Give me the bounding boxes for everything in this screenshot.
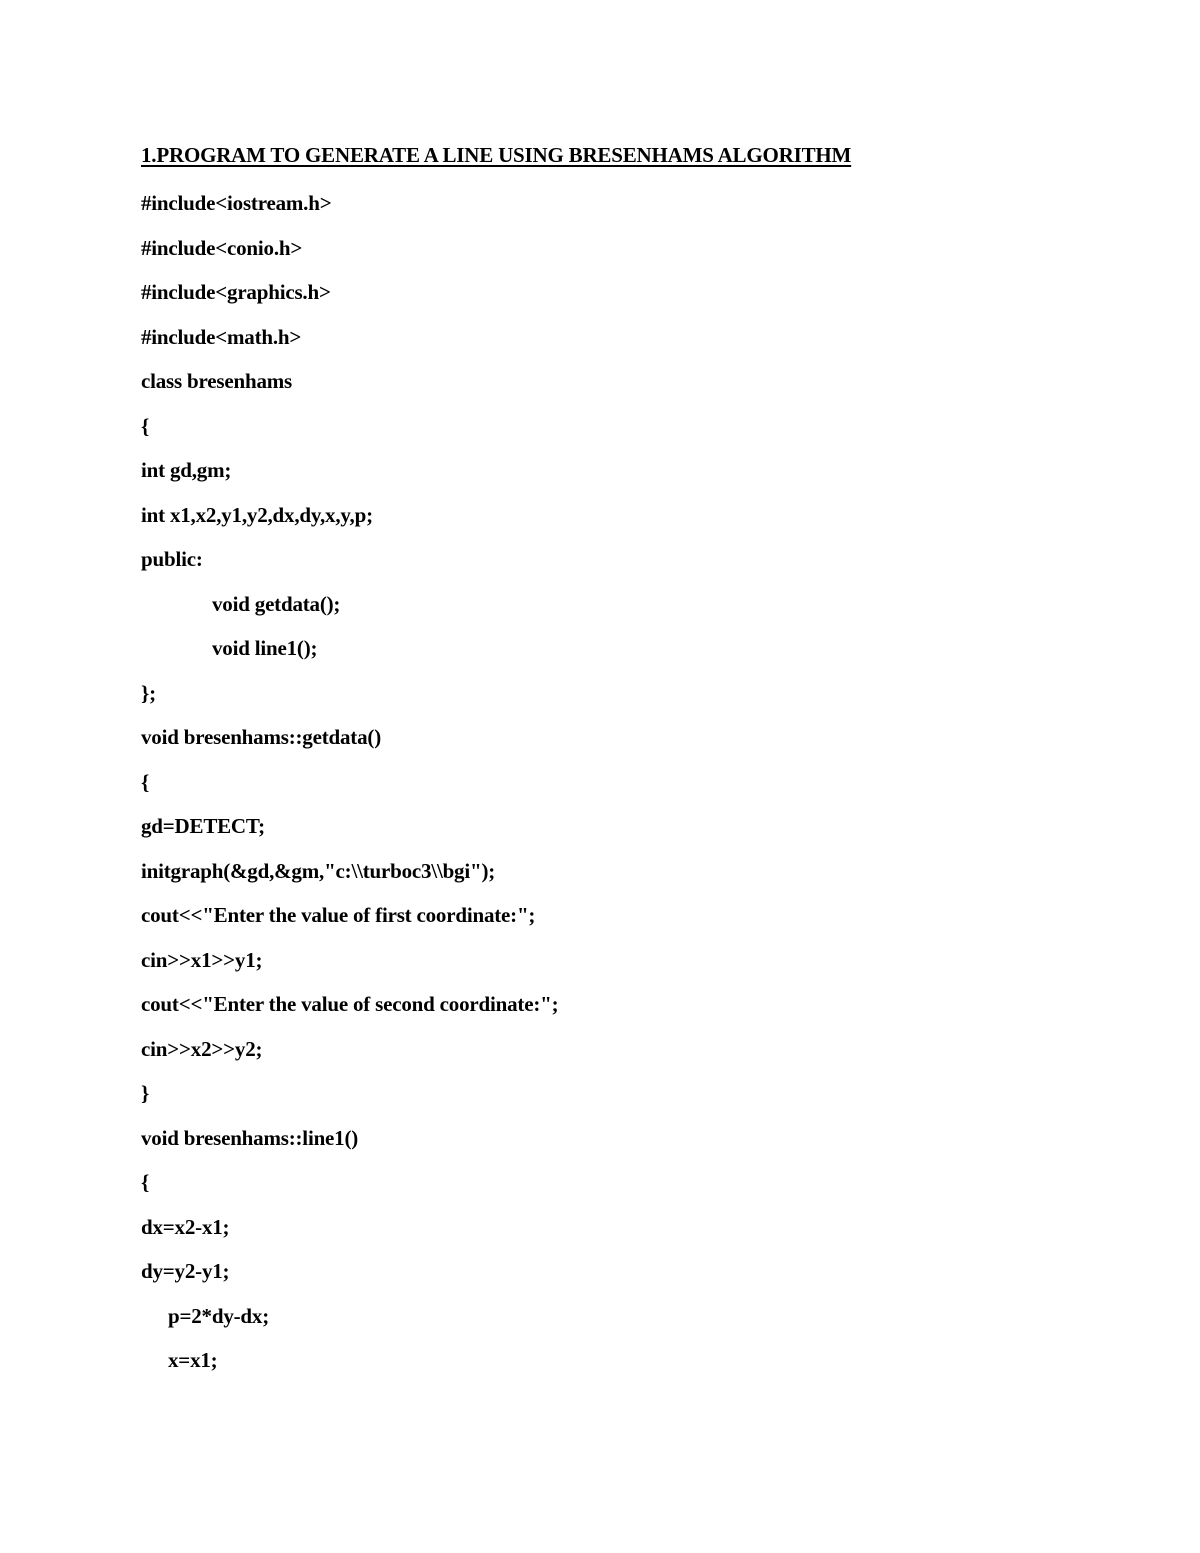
code-line: { xyxy=(141,1170,150,1194)
code-line: p=2*dy-dx; xyxy=(168,1303,269,1328)
code-line: void line1(); xyxy=(212,636,318,660)
code-line: gd=DETECT; xyxy=(141,814,265,838)
code-line: class bresenhams xyxy=(141,369,293,393)
code-line: { xyxy=(141,413,150,438)
code-line: dx=x2-x1; xyxy=(141,1214,230,1239)
code-line: int gd,gm; xyxy=(141,458,232,482)
code-line: #include<iostream.h> xyxy=(141,191,332,215)
code-line: int x1,x2,y1,y2,dx,dy,x,y,p; xyxy=(141,502,373,527)
code-line: x=x1; xyxy=(168,1348,218,1372)
code-line: cin>>x2>>y2; xyxy=(141,1036,263,1061)
code-line: #include<graphics.h> xyxy=(141,280,331,304)
code-line: void bresenhams::getdata() xyxy=(141,725,381,749)
code-line: dy=y2-y1; xyxy=(141,1259,230,1283)
code-line: } xyxy=(141,1081,150,1105)
code-line: public: xyxy=(141,547,203,571)
code-line: cout<<"Enter the value of first coordinate:"; xyxy=(141,903,536,927)
code-line: #include<conio.h> xyxy=(141,235,303,260)
code-line: void getdata(); xyxy=(212,591,341,616)
code-line: void bresenhams::line1() xyxy=(141,1125,359,1150)
code-line: cin>>x1>>y1; xyxy=(141,947,263,972)
code-listing xyxy=(141,189,558,1391)
code-line: initgraph(&gd,&gm,"c:\\turboc3\\bgi"); xyxy=(141,858,496,883)
code-line: }; xyxy=(141,680,156,705)
code-line: #include<math.h> xyxy=(141,324,302,349)
program-title: 1.PROGRAM TO GENERATE A LINE USING BRESENHAMS ALGORITHM xyxy=(141,143,852,167)
code-line: { xyxy=(141,769,150,794)
code-line: cout<<"Enter the value of second coordinate:"; xyxy=(141,992,559,1016)
